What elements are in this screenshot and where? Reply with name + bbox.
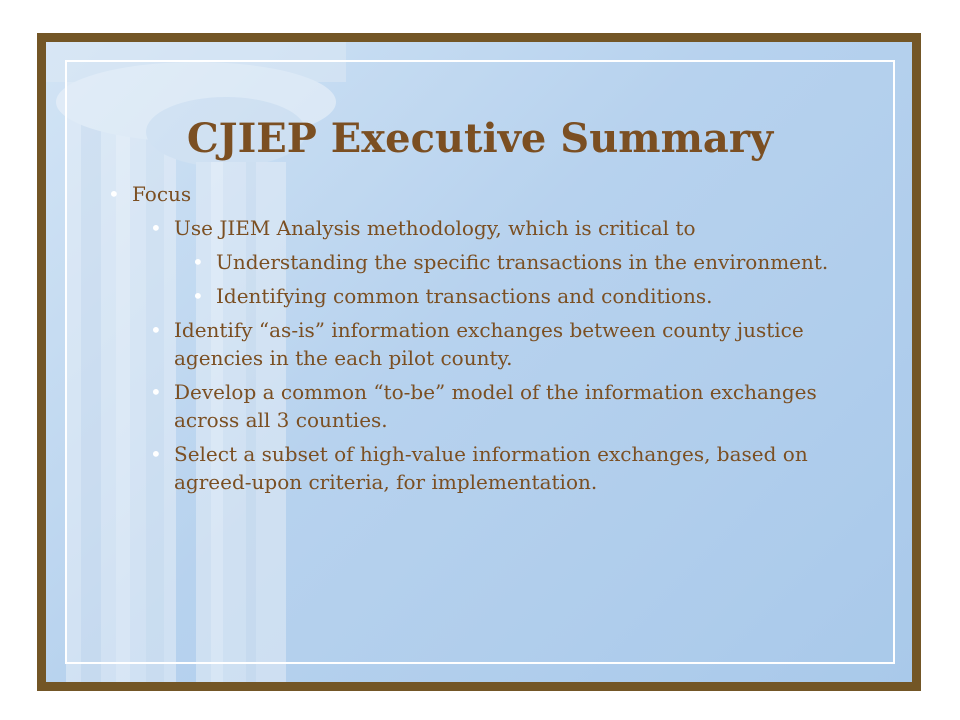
bullet-text: Develop a common “to-be” model of the information exchanges across all 3 counties. <box>174 380 817 432</box>
bullet-text: • Identifying common transactions and conditions. <box>216 284 713 308</box>
slide-title: CJIEP Executive Summary <box>186 115 774 162</box>
bullet-identifying <box>192 282 848 310</box>
bullet-text: • Use JIEM Analysis methodology, which is critical to <box>174 216 696 240</box>
slide-content <box>108 180 848 496</box>
bullet-methodology <box>150 214 848 242</box>
bullet-text: • Focus <box>132 182 192 206</box>
bullet-understanding <box>192 248 848 276</box>
bullet-text: Select a subset of high-value information exchanges, based on agreed-upon criteria, for implementation. <box>174 442 808 494</box>
bullet-text: Identify “as-is” information exchanges between county justice agencies in the each pilot county. <box>174 318 804 370</box>
bullet-subset <box>150 440 848 496</box>
bullet-as-is <box>150 316 848 372</box>
bullet-focus <box>108 180 848 208</box>
bullet-to-be <box>150 378 848 434</box>
bullet-text: • Understanding the specific transactions in the environment. <box>216 250 829 274</box>
